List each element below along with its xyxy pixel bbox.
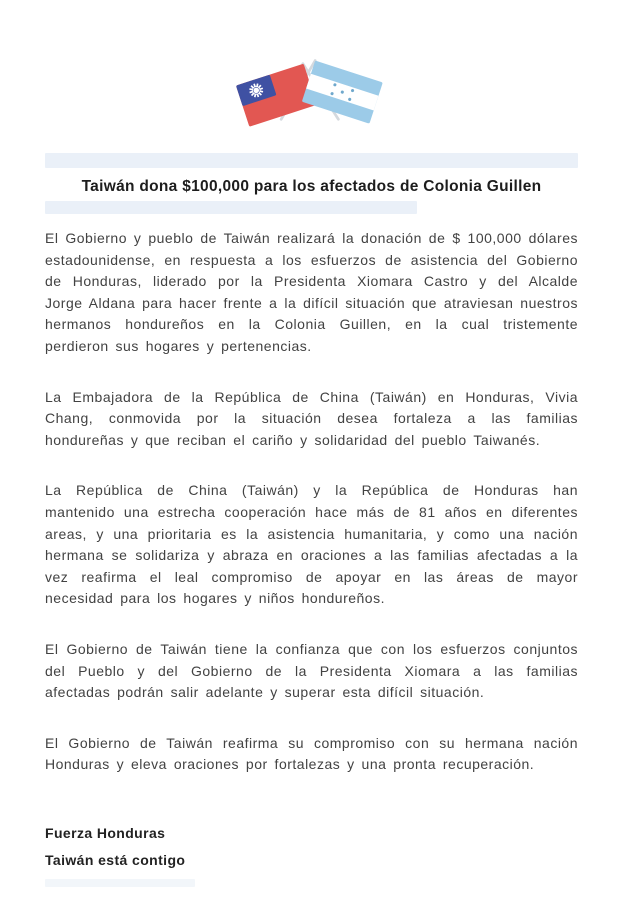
crossed-flags-graphic	[224, 42, 394, 127]
crossed-flags-svg	[224, 42, 394, 127]
document-title: Taiwán dona $100,000 para los afectados de Colonia Guillen	[81, 178, 542, 195]
highlight-bar-top	[45, 153, 578, 168]
paragraph-3: La República de China (Taiwán) y la República de Honduras han mantenido una estrecha cooperación hace más de 81 años en diferentes areas, y una prioritaria es la asistencia humanitaria, y como una nación hermana se solidariza y abraza en oraciones a las familias afectadas a la vez reafirma el leal compromiso de apoyar en las áreas de mayor necesidad para los hogares y niños hondureños.	[45, 482, 578, 607]
paragraph-1: El Gobierno y pueblo de Taiwán realizará la donación de $ 100,000 dólares estadounidense, en respuesta a los esfuerzos de asistencia del Gobierno de Honduras, liderado por la Presidenta Xiomara Castro y del Alcalde Jorge Aldana para hacer frente a la difícil situación que atraviesan nuestros hermanos hondureños en la Colonia Guillen, en la cual tristemente perdieron sus hogares y pertenencias.	[45, 230, 578, 354]
paragraph-2: La Embajadora de la República de China (Taiwán) en Honduras, Vivia Chang, conmovida por la situación desea fortaleza a las familias hondureñas y que reciban el cariño y solidaridad del pueblo Taiwanés.	[45, 388, 578, 448]
highlight-bar-under-title	[45, 201, 417, 214]
highlight-bar-bottom	[45, 879, 195, 887]
document-body	[45, 228, 578, 776]
signoff-line-2: Taiwán está contigo	[45, 851, 186, 868]
signoff-line-1: Fuerza Honduras	[45, 824, 166, 841]
paragraph-4: El Gobierno de Taiwán tiene la confianza que con los esfuerzos conjuntos del Pueblo y del Gobierno de la Presidenta Xiomara a las familias afectadas podrán salir adelante y superar esta difícil situación.	[45, 640, 578, 701]
signoff-block	[45, 820, 578, 874]
paragraph-5: El Gobierno de Taiwán reafirma su compromiso con su hermana nación Honduras y eleva oraciones por fortalezas y una pronta recuperación.	[45, 734, 578, 773]
honduras-flag-icon	[302, 61, 383, 124]
